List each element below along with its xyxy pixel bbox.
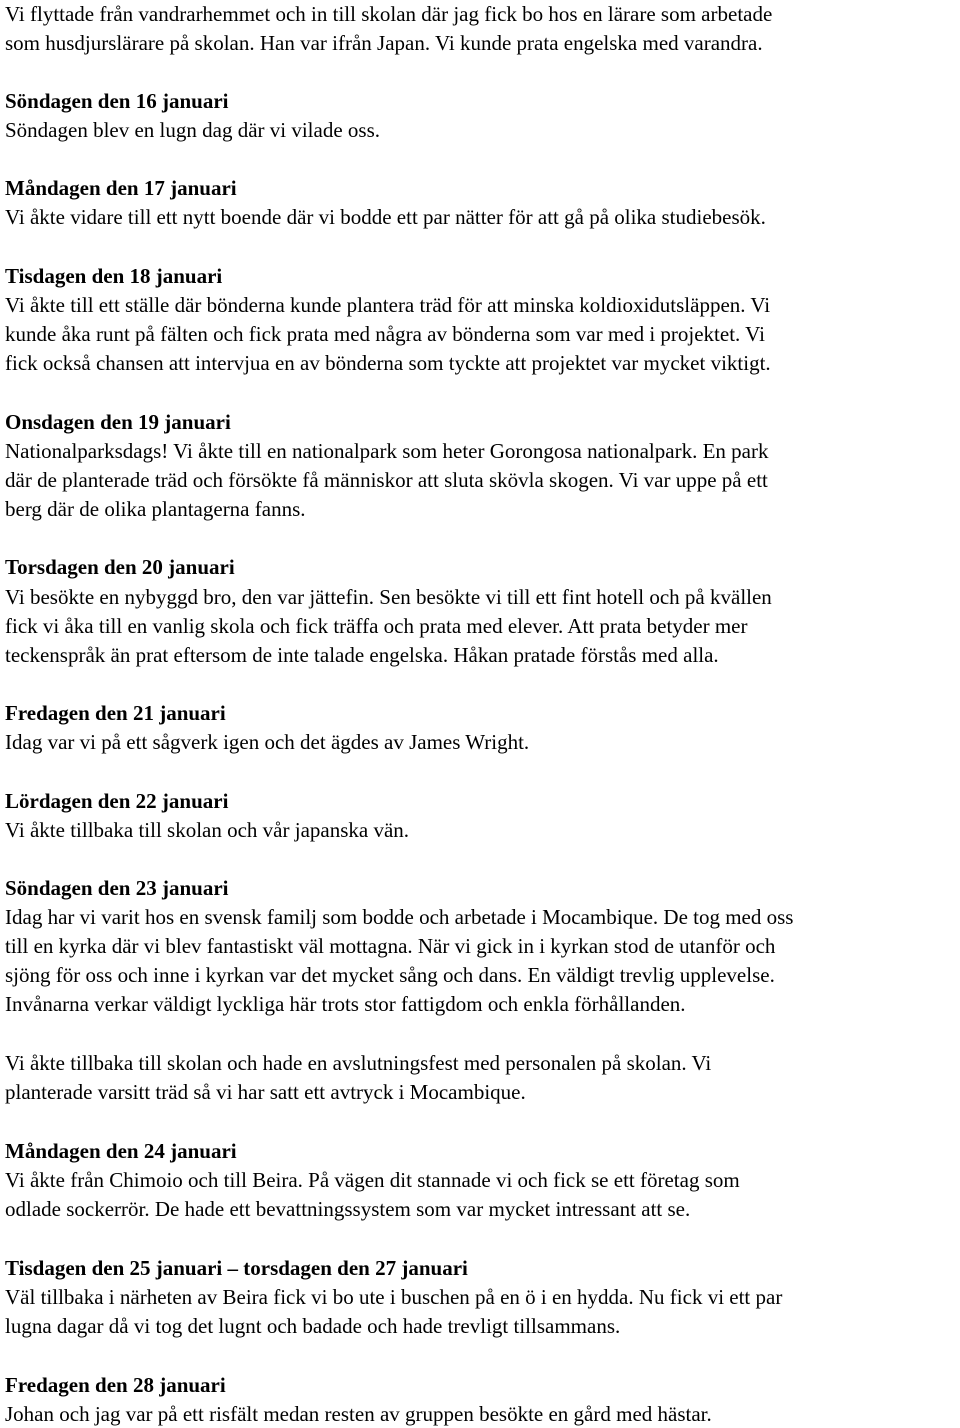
paragraph-line: Vi åkte tillbaka till skolan och vår japanska vän.: [5, 818, 410, 842]
paragraph-line: Väl tillbaka i närheten av Beira fick vi bo ute i buschen på en ö i en hydda. Nu fick vi ett par: [5, 1285, 783, 1309]
paragraph-line: Söndagen blev en lugn dag där vi vilade oss.: [5, 118, 381, 142]
entry-heading: Tisdagen den 25 januari – torsdagen den 27 januari: [5, 1256, 468, 1280]
entry-heading: Måndagen den 17 januari: [5, 176, 237, 200]
paragraph-line: Vi åkte från Chimoio och till Beira. På vägen dit stannade vi och fick se ett företag som: [5, 1168, 740, 1192]
paragraph-line: planterade varsitt träd så vi har satt ett avtryck i Mocambique.: [5, 1080, 526, 1104]
paragraph-line: Invånarna verkar väldigt lyckliga här trots stor fattigdom och enkla förhållanden.: [5, 992, 686, 1016]
entry-heading: Fredagen den 28 januari: [5, 1373, 226, 1397]
entry-heading: Torsdagen den 20 januari: [5, 555, 235, 579]
entry-heading: Söndagen den 23 januari: [5, 876, 229, 900]
paragraph-line: som husdjurslärare på skolan. Han var ifrån Japan. Vi kunde prata engelska med varandra.: [5, 31, 763, 55]
entry-heading: Tisdagen den 18 januari: [5, 264, 223, 288]
paragraph-line: odlade sockerrör. De hade ett bevattningssystem som var mycket intressant att se.: [5, 1197, 691, 1221]
paragraph-line: till en kyrka där vi blev fantastiskt väl mottagna. När vi gick in i kyrkan stod de utanför och: [5, 934, 776, 958]
entry-heading: Fredagen den 21 januari: [5, 701, 226, 725]
paragraph-line: Vi åkte tillbaka till skolan och hade en avslutningsfest med personalen på skolan. Vi: [5, 1051, 712, 1075]
paragraph-line: berg där de olika plantagerna fanns.: [5, 497, 306, 521]
paragraph-line: där de planterade träd och försökte få människor att sluta skövla skogen. Vi var uppe på ett: [5, 468, 768, 492]
entry-heading: Lördagen den 22 januari: [5, 789, 229, 813]
paragraph-line: Nationalparksdags! Vi åkte till en nationalpark som heter Gorongosa nationalpark. En park: [5, 439, 769, 463]
paragraph-line: Johan och jag var på ett risfält medan resten av gruppen besökte en gård med hästar.: [5, 1402, 712, 1426]
paragraph-line: Vi flyttade från vandrarhemmet och in till skolan där jag fick bo hos en lärare som arbetade: [5, 2, 773, 26]
entry-heading: Söndagen den 16 januari: [5, 89, 229, 113]
paragraph-line: fick också chansen att intervjua en av bönderna som tyckte att projektet var mycket viktigt.: [5, 351, 771, 375]
paragraph-line: lugna dagar då vi tog det lugnt och badade och hade trevligt tillsammans.: [5, 1314, 621, 1338]
paragraph-line: Idag var vi på ett sågverk igen och det ägdes av James Wright.: [5, 730, 530, 754]
entry-heading: Måndagen den 24 januari: [5, 1139, 237, 1163]
entry-heading: Onsdagen den 19 januari: [5, 410, 231, 434]
paragraph-line: teckenspråk än prat eftersom de inte talade engelska. Håkan pratade förstås med alla.: [5, 643, 719, 667]
paragraph-line: kunde åka runt på fälten och fick prata med några av bönderna som var med i projektet. Vi: [5, 322, 765, 346]
paragraph-line: fick vi åka till en vanlig skola och fick träffa och prata med elever. Att prata betyder mer: [5, 614, 748, 638]
paragraph-line: Vi åkte vidare till ett nytt boende där vi bodde ett par nätter för att gå på olika studiebesök.: [5, 205, 766, 229]
paragraph-line: Idag har vi varit hos en svensk familj som bodde och arbetade i Mocambique. De tog med oss: [5, 905, 794, 929]
paragraph-line: Vi besökte en nybyggd bro, den var jättefin. Sen besökte vi till ett fint hotell och på kvällen: [5, 585, 772, 609]
paragraph-line: sjöng för oss och inne i kyrkan var det mycket sång och dans. En väldigt trevlig upplevelse.: [5, 963, 775, 987]
paragraph-line: Vi åkte till ett ställe där bönderna kunde plantera träd för att minska koldioxidutsläppen. Vi: [5, 293, 771, 317]
